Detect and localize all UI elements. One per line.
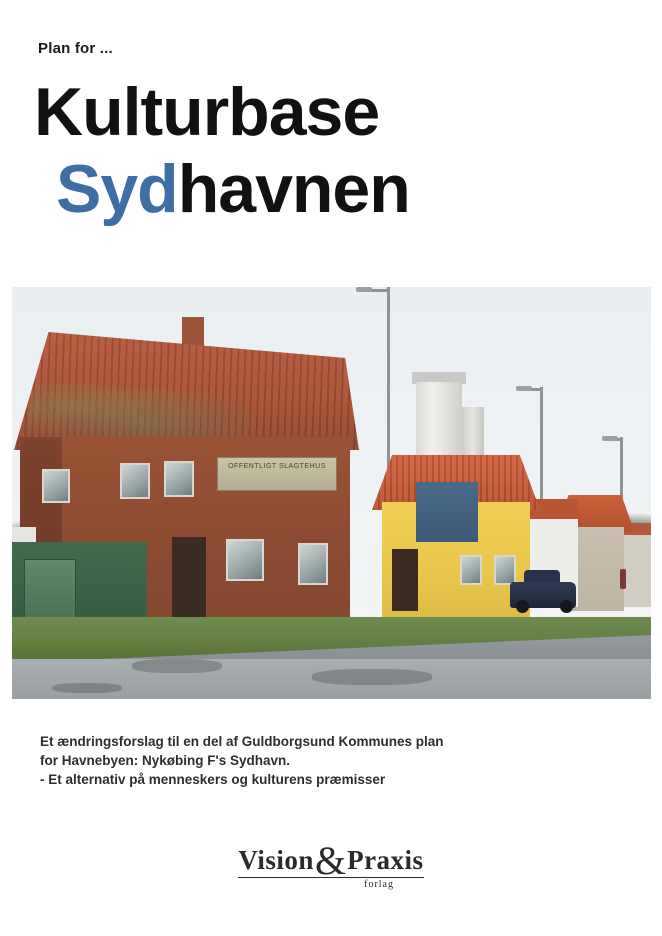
publisher-logo-inner	[238, 840, 424, 890]
subtitle-line-3: - Et alternativ på menneskers og kulturens præmisser	[40, 772, 386, 788]
publisher-word-vision: Vision	[238, 845, 314, 875]
lamp-head-far	[602, 436, 618, 441]
brick-window-upper-1	[42, 469, 70, 503]
ampersand-icon: &	[314, 838, 347, 883]
road-patch-2	[312, 669, 432, 685]
subtitle-line-2: for Havnebyen: Nykøbing F's Sydhavn.	[40, 753, 291, 769]
brick-window-lower-3	[226, 539, 264, 581]
subtitle-block	[40, 732, 600, 789]
brick-window-upper-2	[120, 463, 150, 499]
car-wheel-rear	[516, 600, 529, 613]
brick-window-lower-4	[298, 543, 328, 585]
page-title-line1: Kulturbase	[34, 74, 380, 150]
subtitle-line-1: Et ændringsforslag til en del af Guldborgsund Kommunes plan	[40, 734, 444, 749]
publisher-logo	[0, 840, 662, 892]
yellow-building-doorway	[392, 549, 418, 611]
yellow-building-window-1	[494, 555, 516, 585]
page-title-line2	[56, 151, 410, 227]
building-sign: OFFENTLIGT SLAGTEHUS	[217, 457, 337, 491]
brick-window-upper-3	[164, 461, 194, 497]
publisher-subtitle: forlag	[364, 879, 394, 890]
lamp-head-tall	[356, 287, 372, 292]
lamp-head-mid	[516, 386, 532, 391]
yellow-building-window-2	[460, 555, 482, 585]
road-patch-1	[132, 659, 222, 673]
blue-wall-panel	[416, 482, 478, 542]
kicker-text: Plan for ...	[38, 40, 113, 57]
page-title-accent: Syd	[56, 151, 178, 227]
cyclist-figure	[620, 569, 626, 589]
publisher-word-praxis: Praxis	[347, 845, 424, 875]
cover-photograph	[12, 287, 651, 699]
car-wheel-front	[560, 600, 573, 613]
road-patch-3	[52, 683, 122, 693]
brick-building-door	[172, 537, 206, 617]
page-title-rest: havnen	[177, 151, 410, 227]
